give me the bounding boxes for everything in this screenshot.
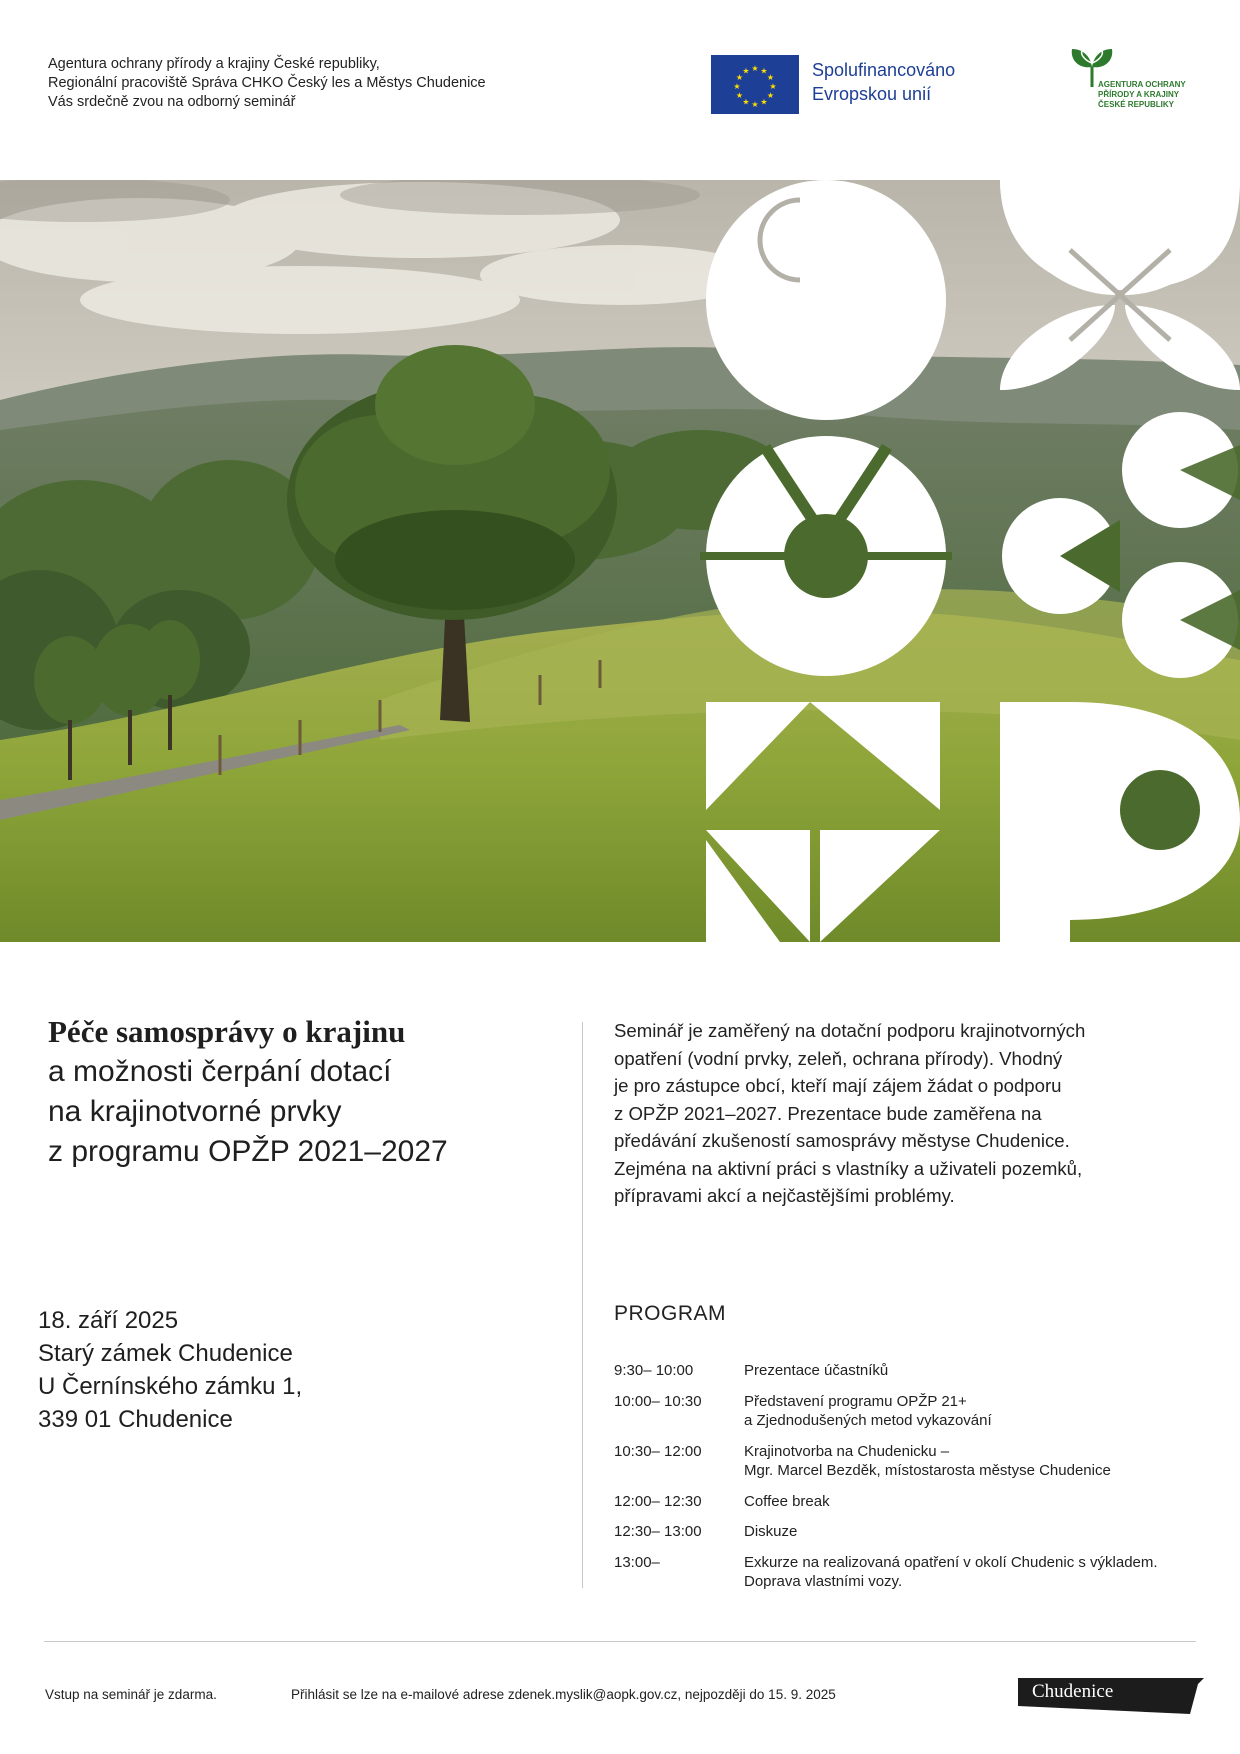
- program-line: Coffee break: [744, 1492, 830, 1510]
- program-line: Mgr. Marcel Bezděk, místostarosta městyse Chudenice: [744, 1462, 1111, 1479]
- eu-label-line: Evropskou unií: [812, 84, 932, 104]
- title-line: a možnosti čerpání dotací: [48, 1055, 392, 1088]
- svg-text:★: ★: [742, 97, 750, 107]
- svg-text:★: ★: [766, 73, 775, 82]
- free-entry-note: Vstup na seminář je zdarma.: [45, 1687, 217, 1702]
- description-line: opatření (vodní prvky, zeleň, ochrana přírody). Vhodný: [614, 1047, 1063, 1069]
- program-description: [744, 1361, 1214, 1381]
- program-line: Diskuze: [744, 1523, 798, 1540]
- eu-label-line: Spolufinancováno: [812, 60, 956, 80]
- program-schedule: [614, 1361, 1214, 1603]
- title-bold-line: Péče samosprávy o krajinu: [48, 1014, 406, 1049]
- venue-name: Starý zámek Chudenice: [38, 1340, 293, 1367]
- event-date: 18. září 2025: [38, 1307, 179, 1334]
- program-description: [744, 1553, 1214, 1592]
- intro-line: Regionální pracoviště Správa CHKO Český les a Městys Chudenice: [48, 75, 486, 91]
- organizer-intro: [48, 55, 608, 112]
- svg-text:★: ★: [735, 73, 744, 82]
- svg-text:★: ★: [735, 91, 744, 100]
- program-item: [614, 1492, 1214, 1512]
- program-description: [744, 1522, 1214, 1542]
- program-description: [744, 1442, 1214, 1481]
- chudenice-badge-label: Chudenice: [1032, 1681, 1114, 1702]
- description-line: je pro zástupce obcí, kteří mají zájem žádat o podporu: [614, 1075, 1062, 1096]
- program-line: Představení programu OPŽP 21+: [744, 1392, 967, 1410]
- description-line: Seminář je zaměřený na dotační podporu krajinotvorných: [614, 1020, 1086, 1041]
- program-time: 12:00– 12:30: [614, 1492, 702, 1510]
- program-line: Krajinotvorba na Chudenicku –: [744, 1442, 950, 1460]
- intro-line: Vás srdečně zvou na odborný seminář: [48, 94, 296, 110]
- program-heading: PROGRAM: [614, 1302, 727, 1325]
- aopk-line: AGENTURA OCHRANY: [1098, 80, 1186, 89]
- eu-flag-icon: [711, 55, 799, 114]
- program-item: [614, 1361, 1214, 1381]
- aopk-logo-text: [1098, 80, 1208, 110]
- description-line: z OPŽP 2021–2027. Prezentace bude zaměřena na: [614, 1102, 1042, 1124]
- svg-text:★: ★: [751, 64, 759, 73]
- svg-text:★: ★: [751, 100, 759, 109]
- svg-text:★: ★: [766, 91, 775, 100]
- date-and-venue: [38, 1304, 458, 1436]
- aopk-line: PŘÍRODY A KRAJINY: [1098, 90, 1180, 99]
- intro-line: Agentura ochrany přírody a krajiny České republiky,: [48, 56, 380, 72]
- program-time: 10:00– 10:30: [614, 1392, 702, 1410]
- eu-cofinanced-label: [812, 58, 955, 106]
- program-line: Doprava vlastními vozy.: [744, 1573, 903, 1590]
- description-line: předávání zkušeností samosprávy městyse Chudenice.: [614, 1130, 1070, 1151]
- program-time: 12:30– 13:00: [614, 1523, 702, 1540]
- venue-street: U Černínského zámku 1,: [38, 1373, 303, 1400]
- program-time: 10:30– 12:00: [614, 1442, 702, 1460]
- aopk-line: ČESKÉ REPUBLIKY: [1098, 100, 1175, 109]
- venue-city: 339 01 Chudenice: [38, 1406, 233, 1433]
- registration-note: Přihlásit se lze na e-mailové adrese zdenek.myslik@aopk.gov.cz, nejpozději do 15. 9. 2025: [291, 1687, 836, 1702]
- hero-landscape-image: [0, 180, 1240, 942]
- title-line: z programu OPŽP 2021–2027: [48, 1135, 448, 1168]
- svg-text:★: ★: [760, 97, 768, 107]
- program-item: [614, 1553, 1214, 1592]
- program-item: [614, 1442, 1214, 1481]
- program-time: 9:30– 10:00: [614, 1362, 694, 1379]
- svg-text:★: ★: [760, 66, 768, 76]
- program-line: a Zjednodušených metod vykazování: [744, 1412, 992, 1429]
- seminar-title: [48, 1012, 568, 1172]
- svg-text:★: ★: [742, 66, 750, 76]
- svg-text:★: ★: [733, 82, 741, 91]
- title-line: na krajinotvorné prvky: [48, 1095, 342, 1128]
- svg-text:★: ★: [769, 82, 777, 91]
- program-item: [614, 1522, 1214, 1542]
- description-line: přípravami akcí a nejčastějšími problémy.: [614, 1185, 955, 1206]
- program-item: [614, 1392, 1214, 1431]
- column-divider: [582, 1022, 583, 1588]
- program-time: 13:00–: [614, 1553, 660, 1571]
- program-description: [744, 1392, 1214, 1431]
- program-description: [744, 1492, 1214, 1512]
- program-line: Prezentace účastníků: [744, 1362, 889, 1379]
- seminar-description: [614, 1017, 1194, 1210]
- description-line: Zejména na aktivní práci s vlastníky a uživateli pozemků,: [614, 1157, 1083, 1179]
- footer-divider: [44, 1641, 1196, 1642]
- program-line: Exkurze na realizovaná opatření v okolí Chudenic s výkladem.: [744, 1553, 1158, 1571]
